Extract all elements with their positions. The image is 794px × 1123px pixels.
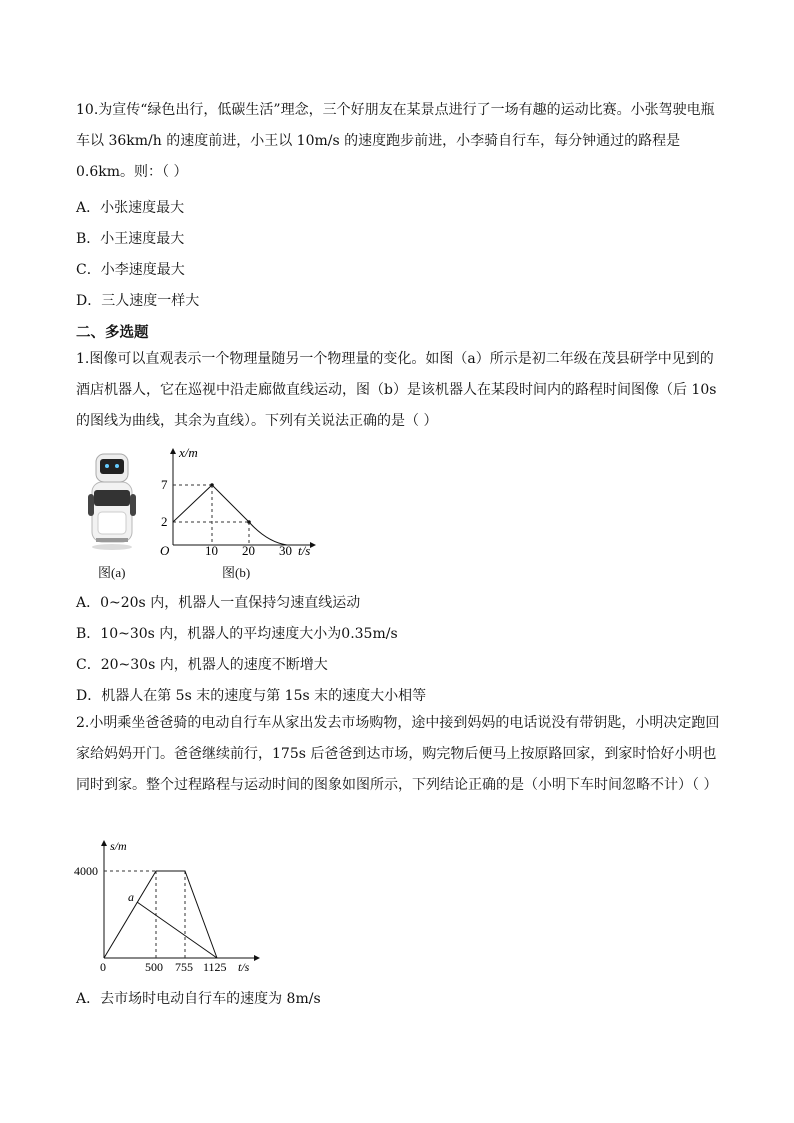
graph-2-x-tick-1125: 1125	[203, 960, 227, 974]
graph-b-point-20s	[247, 520, 251, 524]
graph-2-origin: 0	[100, 960, 106, 974]
graph-b-y-tick-7: 7	[161, 477, 168, 492]
graph-2-x-label: t/s	[238, 960, 250, 974]
q1-option-c: C．20~30s 内，机器人的速度不断增大	[76, 657, 328, 673]
graph-b-point-peak	[210, 483, 214, 487]
graph-b-x-tick-30: 30	[279, 543, 292, 558]
graph-b-y-tick-2: 2	[161, 514, 168, 529]
graph-b-curve	[249, 522, 287, 545]
graph-2-y-tick: 4000	[74, 864, 98, 878]
graph-b-y-label: x/m	[179, 445, 198, 460]
graph-2-x-tick-755: 755	[175, 960, 193, 974]
q1-option-b: B．10~30s 内，机器人的平均速度大小为0.35m/s	[76, 626, 398, 642]
section-heading: 二、多选题	[76, 325, 149, 341]
graph-2-y-label: s/m	[110, 839, 127, 853]
x-t-graph	[155, 445, 320, 560]
question-2-stem: 2.小明乘坐爸爸骑的电动自行车从家出发去市场购物，途中接到妈妈的电话说没有带钥匙，小明决定跑回家给妈妈开门。爸爸继续前行，175s 后爸爸到达市场，购完物后便马上按原路回家，到家时恰好小明也同时到家。整个过程路程与运动时间的图象如图所示，下列结论正确的是（小明下车时间忽略不计）（ ）	[76, 715, 720, 793]
graph-2-point-label: a	[128, 890, 134, 904]
q10-option-d: D．三人速度一样大	[76, 293, 200, 309]
graph-b-x-label: t/s	[298, 543, 311, 558]
q10-option-a: A．小张速度最大	[76, 200, 185, 216]
s-t-graph	[74, 838, 264, 980]
question-10-stem: 10.为宣传“绿色出行，低碳生活”理念，三个好朋友在某景点进行了一场有趣的运动比赛。小张驾驶电瓶车以 36km/h 的速度前进，小王以 10m/s 的速度跑步前进，小李骑自行车，每分钟通过的路程是 0.6km。则：（ ）	[76, 102, 715, 180]
robot-image	[84, 452, 140, 552]
q10-option-c: C．小李速度最大	[76, 262, 185, 278]
graph-b-origin: O	[160, 543, 170, 558]
graph-b-x-tick-20: 20	[242, 543, 255, 558]
q2-option-a: A．去市场时电动自行车的速度为 8m/s	[76, 991, 321, 1007]
graph-2-line-xiaoming	[137, 902, 217, 958]
q1-option-d: D．机器人在第 5s 末的速度与第 15s 末的速度大小相等	[76, 688, 427, 704]
figure-a-caption: 图(a)	[98, 565, 126, 580]
q10-option-b: B．小王速度最大	[76, 231, 185, 247]
q1-option-a: A．0~20s 内，机器人一直保持匀速直线运动	[76, 595, 361, 611]
graph-2-x-tick-500: 500	[145, 960, 163, 974]
graph-2-line-father	[104, 871, 217, 958]
graph-b-x-tick-10: 10	[205, 543, 218, 558]
question-1-stem: 1.图像可以直观表示一个物理量随另一个物理量的变化。如图（a）所示是初二年级在茂县研学中见到的酒店机器人，它在巡视中沿走廊做直线运动，图（b）是该机器人在某段时间内的路程时间图像（后 10s 的图线为曲线，其余为直线）。下列有关说法正确的是（ ）	[76, 351, 717, 429]
figure-b-caption: 图(b)	[222, 565, 251, 580]
graph-b-line	[173, 485, 249, 522]
